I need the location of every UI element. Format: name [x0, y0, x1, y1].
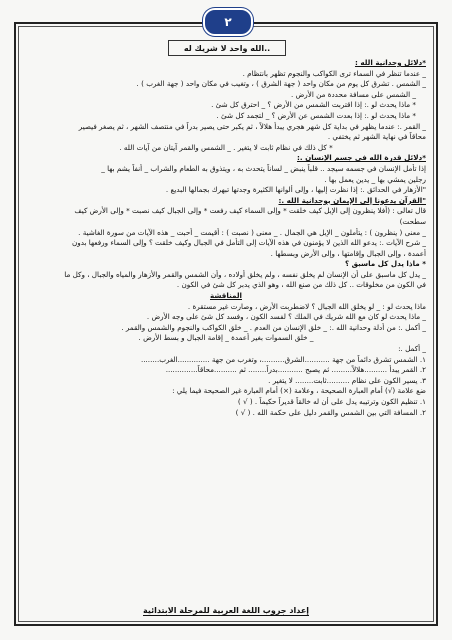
footer-credit [120, 604, 332, 618]
text-line: إذا تأمل الإنسان في جسمه سيجد .. قلباً ينبض _ لساناً يتحدث به ، ويتذوق به الطعام والشراب _ أنفاً يشم بها _ [101, 163, 426, 173]
text-line: ضع علامة (√) أمام العبارة الصحيحة ، وعلامة (×) أمام العبارة غير الصحيحة فيما يلي : [172, 386, 426, 396]
lesson-content [26, 58, 426, 598]
text-line: _ ماذا يحدث لو كان مع الله شريك في الملك ؟ لفسد الكون ، وفسد كل شئ على وجه الأرض . [146, 312, 426, 322]
text-line: _ معنى ( ينظرون ) : يتأملون _ الإبل هي الجمال . _ معنى ( نصبت ) : أقيمت _ أحبت _ هذه الآيات من سورة الغاشية . [78, 227, 426, 237]
text-line: _ عندما تنظر في السماء ترى الكواكب والنجوم تظهر بانتظام . [242, 68, 426, 78]
text-line: ٢. القمر يبدأ ..........هلالاً......... ثم يصبح ...........بدراً........ ثم ..........محاقاً.............. [165, 365, 426, 375]
text-line: _ أكمل .: [398, 344, 426, 354]
text-line: _ الشمس . تشرق كل يوم من مكان واحد ( جهة الشرق ) ، وتغيب في مكان واحد ( جهة الغرب ) . [136, 79, 426, 89]
text-line: * كل ذلك في نظام ثابت لا يتغير . _ الشمس والقمر آيتان من آيات الله . [119, 142, 333, 152]
text-line: _ القمر .: عندما يظهر في بداية كل شهر هجري يبدأ هلالاً ، ثم يكبر حتى يصير بدراً في منتصف الشهر ، ثم يصغر فيصير [78, 121, 426, 131]
text-line: * ماذا يحدث لو .: إذا بعدت الشمس عن الأرض ؟ _ لتجمد كل شئ . [216, 110, 416, 120]
text-line: قال تعالى : (أفلا ينظرون إلى الإبل كيف خلقت * وإلى السماء كيف رفعت * وإلى الجبال كيف نصبت * وإلى الأرض كيف [74, 206, 426, 216]
text-line: محاقاً في نهاية الشهر ثم يختفي . [327, 132, 426, 142]
text-line: "الأزهار في الحدائق .: إذا نظرت إليها ، وإلى ألوانها الكثيرة وجدتها تبهرك بجمالها البديع . [165, 185, 426, 195]
text-line: ماذا يحدث لو : _ لو يخلق الله الجبال ؟ لاضطربت الأرض ، وصارت غير مستقرة . [187, 301, 426, 311]
text-line: ١. تنظيم الكون وترتيبه يدل على أن له خالقاً قديراً حكيماً . ( √ ) [237, 397, 426, 406]
footer-text: إعداد جروب اللغة العربية للمرحلة الابتدائية [142, 606, 310, 615]
text-line: _ أكمل .: من أدلة وحدانية الله .: _ خلق الإنسان من العدم . _ خلق الكواكب والنجوم والشمس والقمر . [121, 322, 426, 332]
text-line: *دلائل وحدانية الله : [354, 58, 426, 67]
text-line: ٣. يسير الكون على نظام ..........ثابت........ لا يتغير . [268, 375, 426, 385]
page-number-badge: ٢ [203, 8, 253, 36]
text-line: *دلائل قدرة الله في جسم الإنسان .: [297, 153, 426, 163]
text-line: ٢. المسافة التي بين الشمس والقمر دليل على حكمة الله . ( √ ) [235, 407, 426, 417]
lesson-title: ..الله واحد لا شريك له [168, 40, 286, 56]
text-line: _ خلق السموات بغير أعمدة _ إقامة الجبال و بسط الأرض . [138, 333, 314, 343]
text-line: ١. الشمس تشرق دائماً من جهة ...........الشرق..........، وتغرب من جهة ..............الغرب........ [140, 354, 426, 364]
text-line: * ماذا يحدث لو .: إذا اقتربت الشمس من الأرض ؟ _ احترق كل شئ . [211, 100, 416, 110]
text-line: "القرآن يدعونا إلى الإيمان بوحدانية الله .: [278, 195, 426, 205]
text-line: أعمدة ، وإلى الجبال وإقامتها ، وإلى الأرض وبسطها . [270, 248, 426, 258]
text-line: سطحت) [399, 216, 426, 226]
text-line: * ماذا يدل كل ماسبق ؟ [344, 259, 426, 269]
text-line: _ الشمس على مسافة محددة من الأرض . [291, 89, 416, 99]
text-line: في الكون من مخلوقات .. كل ذلك من صنع الله ، وهو الذي يدبر كل شئ في الكون . [176, 280, 426, 290]
text-line: رجلين يمشي بها _ يدين يعمل بها . [324, 174, 426, 184]
text-line: المناقشة [210, 291, 242, 301]
text-line: _ يدل كل ماسبق على أن الإنسان لم يخلق نفسه ، ولم يخلق أولاده ، وأن الشمس والقمر والأزهار والمياه والجبال ، وكل ما [64, 269, 426, 279]
text-line: _ شرح الآيات .: يدعو الله الذين لا يؤمنون في هذه الآيات إلى التأمل في الجبال وكيف خلقت ؟ وإلى السماء ورفعها بدون [71, 238, 426, 248]
